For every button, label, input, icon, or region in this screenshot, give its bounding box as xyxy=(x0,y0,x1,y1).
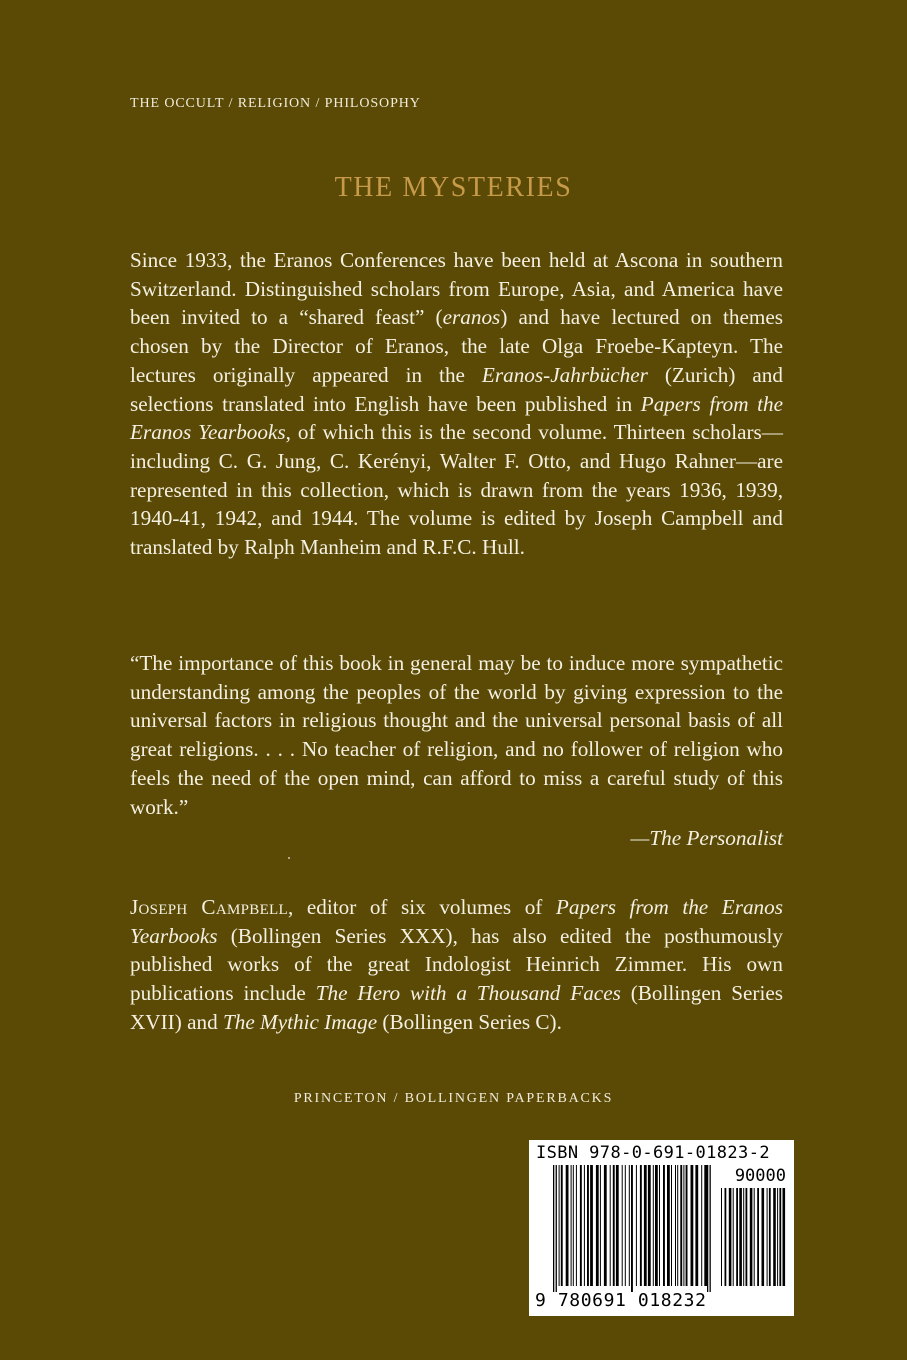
description-text-3: (Zurich) and selections translated into English have been published in xyxy=(130,362,783,416)
bio-text-4: (Bollingen Series C). xyxy=(377,1009,562,1034)
barcode-bar xyxy=(757,1188,759,1286)
barcode-bar xyxy=(701,1165,702,1286)
barcode-bar xyxy=(762,1188,765,1286)
barcode-bar xyxy=(777,1188,778,1286)
barcode-bar xyxy=(587,1165,589,1286)
publisher-line: PRINCETON / BOLLINGEN PAPERBACKS xyxy=(293,1091,614,1106)
barcode-number: 9 780691 018232 xyxy=(535,1290,707,1311)
barcode-bar xyxy=(636,1165,637,1286)
barcode-bar xyxy=(604,1165,607,1286)
decorative-dot xyxy=(288,857,290,859)
barcode-bar xyxy=(680,1165,682,1286)
barcode-bar xyxy=(631,1165,633,1292)
review-quote: “The importance of this book in general may be to induce more sympathetic understanding among the peoples of the world by giving expression to the universal factors in religious thought and the universal personal basis of all great religions. . . . No teacher of religion, and no follower of religion who feels the need of the open mind, can afford to miss a careful study of this work.” xyxy=(130,651,783,819)
barcode-bar xyxy=(733,1188,734,1286)
barcode-bar xyxy=(559,1165,560,1286)
barcode-bar xyxy=(729,1188,732,1286)
barcode-bar xyxy=(580,1165,582,1286)
description-text-2: ) and have lectured on themes chosen by the Director of Eranos, the late Olga Froebe-Kapteyn. The lectures originally appeared in the xyxy=(130,305,783,387)
barcode-bar xyxy=(743,1188,744,1286)
bio-text-1: , editor of six volumes of xyxy=(287,895,556,919)
barcode-bar xyxy=(590,1165,593,1286)
bio-text-2: (Bollingen Series XXX), has also edited the posthumously published works of the great Indologist Heinrich Zimmer. His own publications include xyxy=(130,923,783,1006)
barcode-bar xyxy=(584,1165,585,1286)
description-text-4: , of which this is the second volume. Thirteen scholars—including C. G. Jung, C. Kerényi, Walter F. Otto, and Hugo Rahner—are represented in this collection, which is drawn from the years 1936, 1939, 1940-41, 1942, and 1944. The volume is edited by Joseph Campbell and translated by Ralph Manheim and R.F.C. Hull. xyxy=(130,420,783,560)
barcode-bar xyxy=(779,1188,781,1286)
barcode-bar xyxy=(750,1188,753,1286)
isbn-barcode xyxy=(529,1140,794,1316)
description-paragraph xyxy=(130,246,783,562)
category-line: THE OCCULT / RELIGION / PHILOSOPHY xyxy=(130,96,421,111)
description-italic-2: Eranos-Jahrbücher xyxy=(481,362,648,387)
barcode-bar xyxy=(625,1165,626,1286)
barcode-bar xyxy=(704,1165,707,1286)
barcode-bar xyxy=(596,1165,599,1286)
barcode-bar xyxy=(746,1188,748,1286)
barcode-bar xyxy=(710,1165,711,1292)
bio-italic-2: The Hero with a Thousand Faces xyxy=(315,981,621,1006)
barcode-bar xyxy=(663,1165,665,1286)
barcode-bar xyxy=(655,1165,658,1286)
barcode-bar xyxy=(754,1188,755,1286)
bio-text-3: (Bollingen Series XVII) and xyxy=(130,981,784,1034)
isbn-label: ISBN 978-0-691-01823-2 xyxy=(536,1143,770,1163)
barcode-bar xyxy=(644,1165,647,1286)
barcode-bar xyxy=(671,1165,672,1286)
description-text-1: Since 1933, the Eranos Conferences have been held at Ascona in southern Switzerland. Distinguished scholars from Europe, Asia, and America have been invited to a “shared feast” ( xyxy=(130,248,783,330)
barcode-bar xyxy=(553,1165,554,1292)
barcode-bar xyxy=(725,1188,727,1286)
barcode-bar xyxy=(613,1165,615,1286)
barcode-bar xyxy=(573,1165,574,1286)
barcode-bar xyxy=(659,1165,660,1286)
barcode-bar xyxy=(675,1165,676,1286)
barcode-bar xyxy=(677,1165,678,1286)
barcode-bar xyxy=(769,1188,771,1286)
bio-italic-3: The Mythic Image xyxy=(222,1009,378,1034)
barcode-bar xyxy=(556,1165,557,1292)
barcode-bar xyxy=(653,1165,654,1286)
quote-attribution: —The Personalist xyxy=(630,826,783,850)
price-code: 90000 xyxy=(734,1166,786,1186)
barcode-bar xyxy=(600,1165,601,1286)
barcode-bar xyxy=(707,1165,708,1292)
barcode-bar xyxy=(695,1165,698,1286)
barcode-bar xyxy=(622,1165,623,1286)
barcode-bar xyxy=(773,1188,776,1286)
book-title: THE MYSTERIES xyxy=(334,172,573,203)
barcode-bar xyxy=(691,1165,694,1286)
barcode-bar xyxy=(640,1165,642,1286)
bio-italic-1: Papers from the Eranos Yearbooks xyxy=(130,895,783,948)
barcode-bar xyxy=(667,1165,670,1286)
description-italic-1: eranos xyxy=(442,305,501,330)
barcode-bar xyxy=(566,1165,569,1286)
barcode-bar xyxy=(783,1188,786,1286)
barcode-bar xyxy=(629,1165,630,1286)
editor-bio xyxy=(130,893,783,1037)
barcode-bar xyxy=(610,1165,611,1286)
barcode-bar xyxy=(571,1165,572,1286)
barcode-bar xyxy=(721,1188,722,1286)
barcode-bar xyxy=(561,1165,563,1286)
barcode-bar xyxy=(767,1188,768,1286)
editor-name: Joseph Campbell xyxy=(130,895,288,919)
barcode-bar xyxy=(686,1165,688,1286)
barcode-bar xyxy=(736,1188,738,1286)
barcode-bar xyxy=(739,1188,742,1286)
barcode-bar xyxy=(576,1165,577,1286)
barcode-bar xyxy=(616,1165,619,1286)
barcode-bar xyxy=(648,1165,651,1286)
description-italic-3: Papers from the Eranos Yearbooks xyxy=(130,391,783,445)
barcode-bar xyxy=(683,1165,684,1286)
